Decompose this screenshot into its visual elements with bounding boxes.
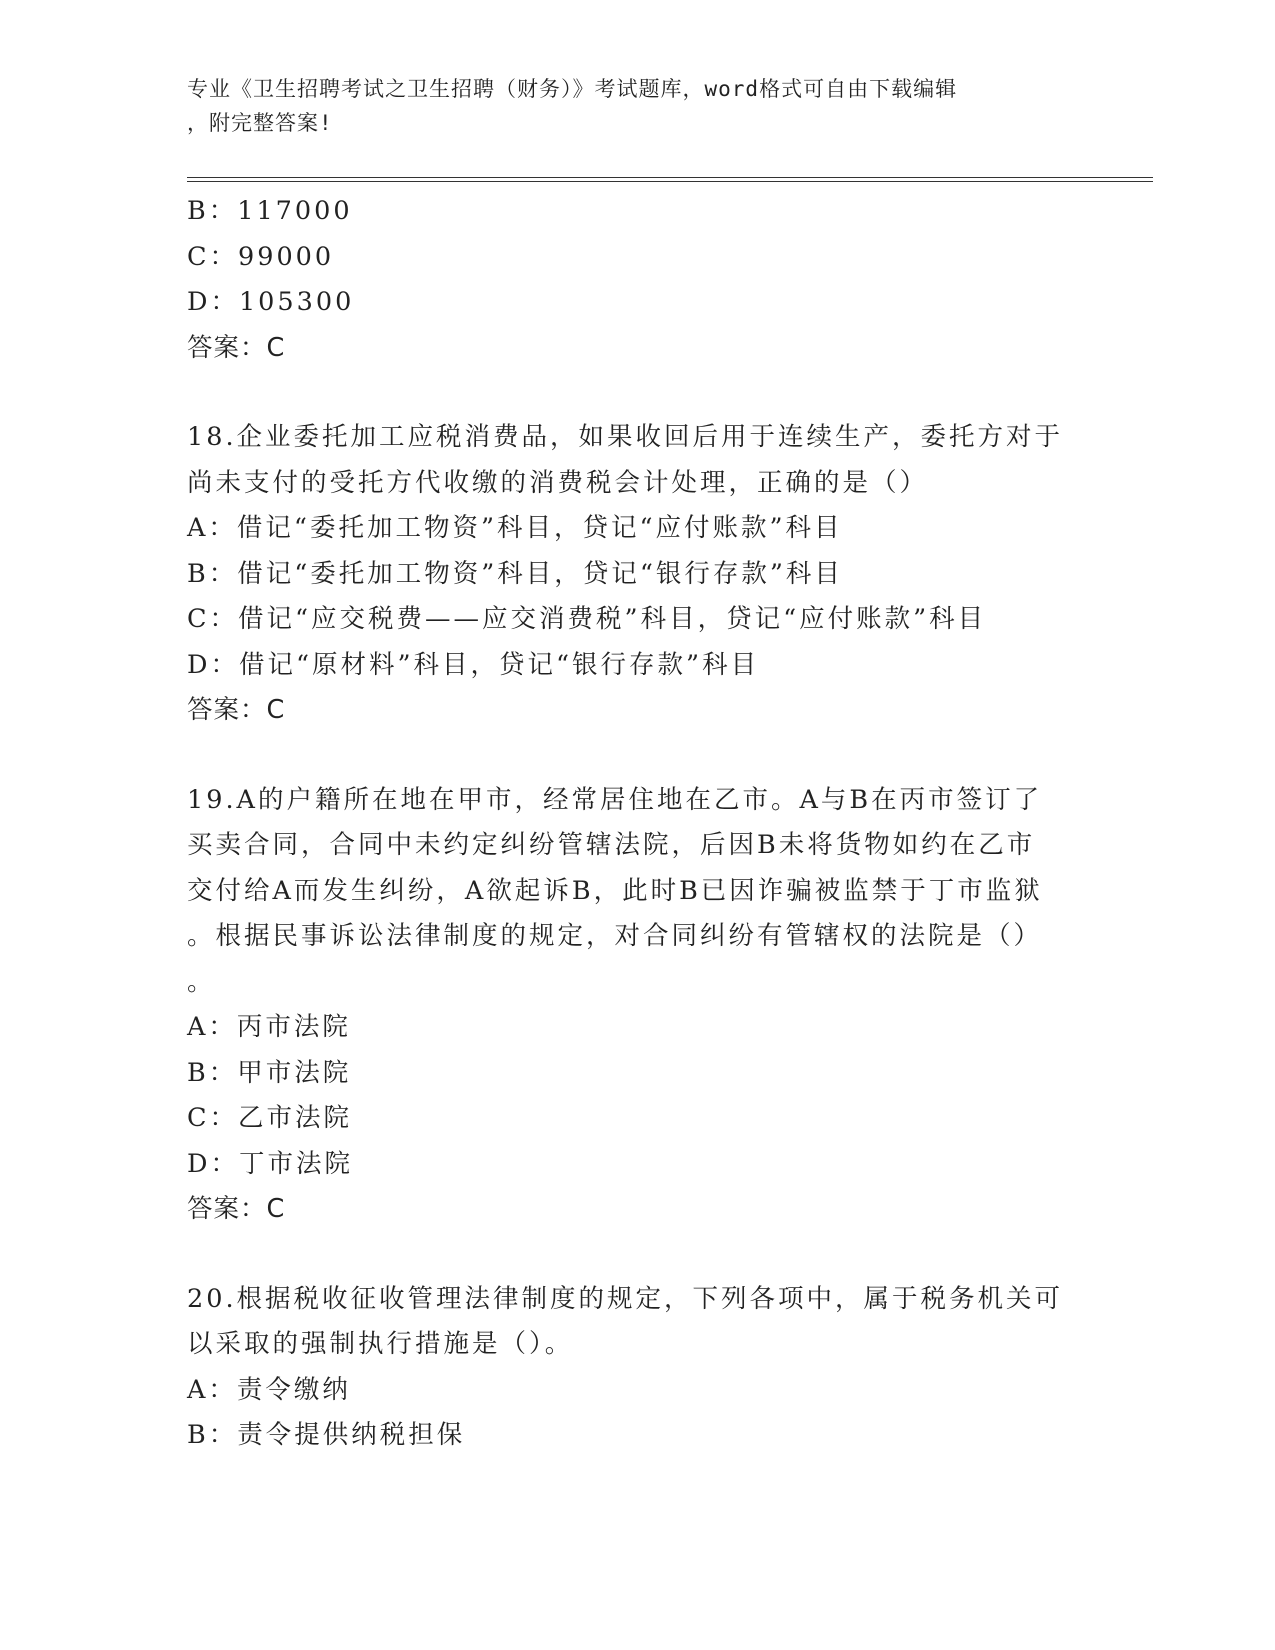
option-c: C：借记“应交税费——应交消费税”科目，贷记“应付账款”科目: [187, 604, 987, 634]
option-a: A：责令缴纳: [187, 1374, 351, 1405]
answer-line: 答案：C: [187, 332, 286, 363]
header-line-1: 专业《卫生招聘考试之卫生招聘（财务）》考试题库，word格式可自由下载编辑: [187, 77, 958, 101]
question-stem-line: 以采取的强制执行措施是（）。: [187, 1329, 574, 1359]
option-c: C：99000: [187, 241, 335, 272]
header-divider-bottom: [187, 181, 1153, 182]
question-stem-line: 20.根据税收征收管理法律制度的规定，下列各项中，属于税务机关可: [187, 1283, 1064, 1314]
header-divider-top: [187, 177, 1153, 178]
option-d: D：丁市法院: [187, 1148, 353, 1179]
question-stem-line: 尚未支付的受托方代收缴的消费税会计处理，正确的是（）: [187, 467, 929, 498]
option-d: D：借记“原材料”科目，贷记“银行存款”科目: [187, 649, 760, 680]
spacer: [187, 371, 1107, 415]
question-stem-line: 18.企业委托加工应税消费品，如果收回后用于连续生产，委托方对于: [187, 422, 1064, 452]
option-b: B：甲市法院: [187, 1057, 352, 1088]
question-18-block: [187, 415, 1107, 734]
question-content: [187, 189, 1107, 1459]
question-stem-line: 买卖合同，合同中未约定纠纷管辖法院，后因B未将货物如约在乙市: [187, 830, 1036, 860]
spacer: [187, 734, 1107, 778]
option-c: C：乙市法院: [187, 1103, 353, 1133]
question-stem-line: 19.A的户籍所在地在甲市，经常居住地在乙市。A与B在丙市签订了: [187, 784, 1043, 815]
header-line-2: ，附完整答案!: [187, 111, 333, 135]
option-b: B：借记“委托加工物资”科目，贷记“银行存款”科目: [187, 558, 843, 589]
document-header: [187, 72, 1077, 140]
option-b: B：117000: [187, 196, 353, 226]
answer-line: 答案：C: [187, 695, 286, 725]
question-20-block: [187, 1277, 1107, 1459]
question-stem-line: 。: [187, 966, 216, 997]
question-stem-line: 交付给A而发生纠纷，A欲起诉B，此时B已因诈骗被监禁于丁市监狱: [187, 875, 1043, 906]
prev-question-block: [187, 189, 1107, 371]
question-stem-line: 。根据民事诉讼法律制度的规定，对合同纠纷有管辖权的法院是（）: [187, 921, 1043, 951]
option-a: A：丙市法院: [187, 1012, 351, 1042]
question-19-block: [187, 778, 1107, 1233]
option-a: A：借记“委托加工物资”科目，贷记“应付账款”科目: [187, 513, 843, 543]
spacer: [187, 1233, 1107, 1277]
option-b: B：责令提供纳税担保: [187, 1420, 466, 1450]
option-d: D：105300: [187, 287, 355, 317]
answer-line: 答案：C: [187, 1194, 286, 1224]
